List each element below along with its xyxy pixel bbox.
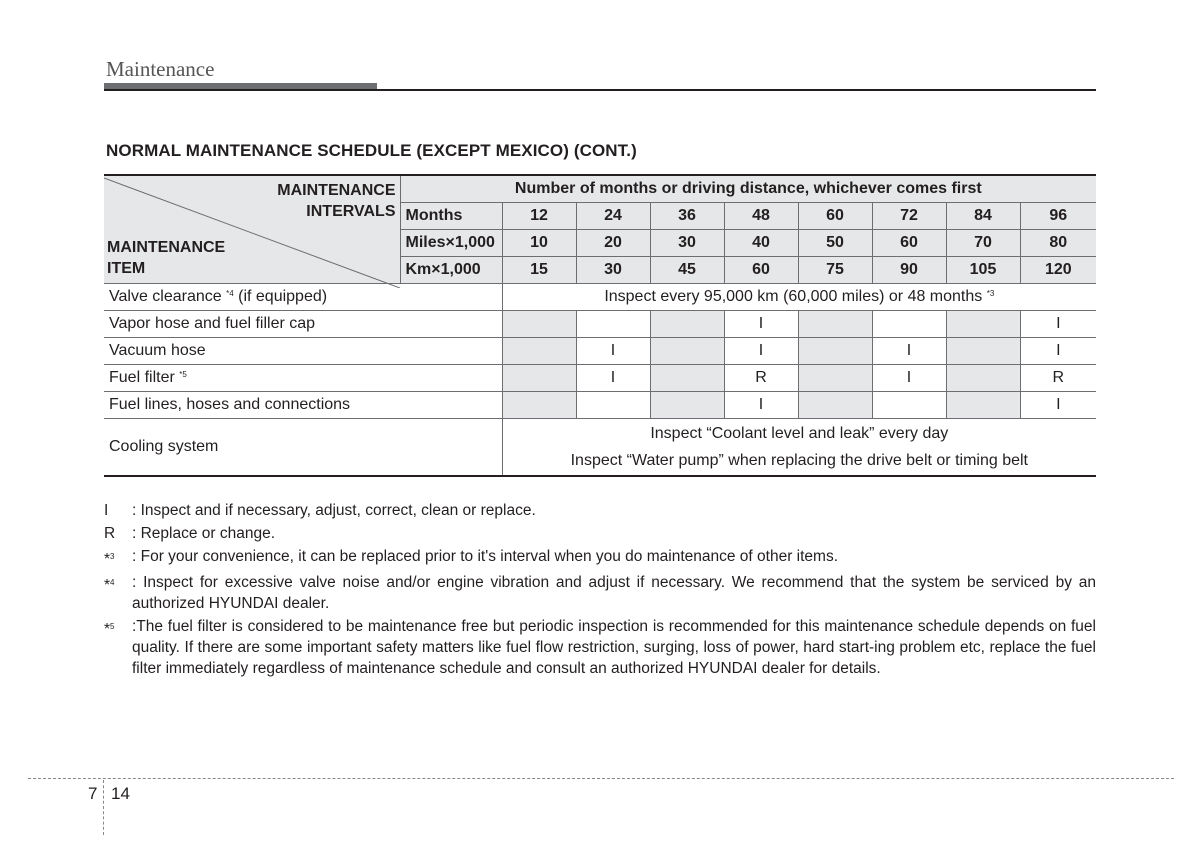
schedule-cell — [946, 392, 1020, 419]
interval-value: 50 — [798, 230, 872, 257]
item-label-text: Valve clearance — [109, 288, 227, 305]
item-label-suffix: (if equipped) — [233, 288, 328, 305]
schedule-cell — [502, 311, 576, 338]
schedule-cell — [502, 392, 576, 419]
schedule-cell — [946, 338, 1020, 365]
corner-item-line2: ITEM — [107, 260, 146, 277]
interval-row-label: Km×1,000 — [400, 257, 502, 284]
schedule-cell — [946, 311, 1020, 338]
corner-item-line1: MAINTENANCE — [107, 239, 226, 256]
footnote-key — [104, 523, 132, 544]
schedule-cell — [798, 392, 872, 419]
footer-rule — [28, 778, 1174, 779]
schedule-cell: I — [724, 311, 798, 338]
table-row — [104, 311, 1096, 338]
interval-value: 105 — [946, 257, 1020, 284]
table-row — [104, 419, 1096, 477]
schedule-cell: I — [872, 365, 946, 392]
schedule-cell: I — [872, 338, 946, 365]
footnote-item — [104, 523, 1096, 544]
schedule-cell — [576, 392, 650, 419]
schedule-cell — [798, 311, 872, 338]
footnote-key-text: R — [104, 525, 116, 542]
schedule-cell: I — [576, 365, 650, 392]
interval-value: 70 — [946, 230, 1020, 257]
footnote-item — [104, 572, 1096, 614]
footnote-key-text: * — [104, 621, 111, 638]
interval-span-header: Number of months or driving distance, whichever comes first — [400, 175, 1096, 203]
footnote-text: : For your convenience, it can be replaced prior to it's interval when you do maintenance of other items. — [132, 548, 838, 565]
item-label — [104, 365, 502, 392]
interval-row-label: Months — [400, 203, 502, 230]
maintenance-schedule-table — [104, 174, 1096, 477]
footnote-key — [104, 500, 132, 521]
schedule-cell — [650, 311, 724, 338]
valve-interval-text — [502, 284, 1096, 311]
schedule-cell: I — [1020, 392, 1096, 419]
footnote-key-sup: 5 — [110, 622, 115, 631]
cooling-line-2: Inspect “Water pump” when replacing the drive belt or timing belt — [570, 452, 1028, 469]
table-corner-header — [104, 175, 400, 284]
footnote-item — [104, 616, 1096, 679]
interval-value: 36 — [650, 203, 724, 230]
footnote-key-text: * — [104, 551, 111, 568]
notes-list — [104, 500, 1096, 681]
interval-value: 40 — [724, 230, 798, 257]
item-label — [104, 392, 502, 419]
table-row — [104, 392, 1096, 419]
schedule-cell — [650, 338, 724, 365]
interval-value: 96 — [1020, 203, 1096, 230]
schedule-cell: R — [1020, 365, 1096, 392]
schedule-cell — [650, 365, 724, 392]
cooling-line-1: Inspect “Coolant level and leak” every day — [650, 425, 949, 442]
valve-interval-text-main: Inspect every 95,000 km (60,000 miles) or 48 months — [604, 288, 987, 305]
footnote-marker: *4 — [226, 289, 234, 298]
schedule-cell: I — [1020, 338, 1096, 365]
item-label — [104, 338, 502, 365]
schedule-cell — [798, 365, 872, 392]
schedule-cell — [650, 392, 724, 419]
interval-value: 80 — [1020, 230, 1096, 257]
item-label-text: Vapor hose and fuel filler cap — [109, 315, 316, 332]
interval-value: 10 — [502, 230, 576, 257]
interval-value: 30 — [650, 230, 724, 257]
table-row — [104, 365, 1096, 392]
interval-value: 120 — [1020, 257, 1096, 284]
schedule-cell — [872, 311, 946, 338]
schedule-cell — [872, 392, 946, 419]
header-rule — [104, 89, 1096, 91]
interval-value: 12 — [502, 203, 576, 230]
footnote-marker: *5 — [179, 370, 187, 379]
interval-value: 30 — [576, 257, 650, 284]
schedule-cell: R — [724, 365, 798, 392]
footnote-key — [104, 616, 132, 679]
footnote-text: : Replace or change. — [132, 525, 276, 542]
cooling-instructions — [502, 419, 1096, 477]
schedule-cell — [946, 365, 1020, 392]
interval-value: 84 — [946, 203, 1020, 230]
interval-value: 48 — [724, 203, 798, 230]
footnote-text: : Inspect for excessive valve noise and/or engine vibration and adjust if necessary. We recommend that the system be serviced by an authorized HYUNDAI dealer. — [132, 574, 1096, 612]
footnote-item — [104, 546, 1096, 570]
footnote-text: : Inspect and if necessary, adjust, correct, clean or replace. — [132, 502, 536, 519]
footnote-text: :The fuel filter is considered to be maintenance free but periodic inspection is recommended for this maintenance schedule depends on fuel quality. If there are some important safety matters like fuel flow restriction, surging, loss of power, hard start-ing problem etc, replace the fuel filter immediately regardless of maintenance schedule and consult an authorized HYUNDAI dealer for details. — [132, 618, 1096, 677]
interval-row-label: Miles×1,000 — [400, 230, 502, 257]
schedule-cell: I — [576, 338, 650, 365]
corner-intervals-label — [277, 180, 395, 222]
item-label-text: Fuel filter — [109, 369, 180, 386]
footnote-key-sup: 3 — [110, 552, 115, 561]
interval-value: 20 — [576, 230, 650, 257]
schedule-cell: I — [1020, 311, 1096, 338]
corner-intervals-line1: MAINTENANCE — [277, 182, 396, 199]
schedule-cell — [502, 365, 576, 392]
item-label — [104, 311, 502, 338]
schedule-cell — [576, 311, 650, 338]
interval-value: 60 — [798, 203, 872, 230]
interval-value: 24 — [576, 203, 650, 230]
footnote-key-sup: 4 — [110, 578, 115, 587]
footnote-key — [104, 572, 132, 614]
item-label-text: Vacuum hose — [109, 342, 206, 359]
item-label: Cooling system — [104, 419, 502, 477]
footnote-key — [104, 546, 132, 570]
schedule-cell: I — [724, 392, 798, 419]
footnote-item — [104, 500, 1096, 521]
page-header-title: Maintenance — [106, 57, 215, 81]
interval-value: 60 — [724, 257, 798, 284]
schedule-cell — [798, 338, 872, 365]
interval-value: 15 — [502, 257, 576, 284]
footnote-key-text: I — [104, 502, 109, 519]
item-label-text: Fuel lines, hoses and connections — [109, 396, 351, 413]
chapter-number: 7 — [88, 784, 98, 803]
page-number: 14 — [111, 784, 130, 803]
interval-value: 90 — [872, 257, 946, 284]
interval-value: 75 — [798, 257, 872, 284]
corner-intervals-line2: INTERVALS — [306, 203, 396, 220]
interval-value: 60 — [872, 230, 946, 257]
corner-item-label — [107, 237, 225, 279]
interval-value: 72 — [872, 203, 946, 230]
schedule-cell — [502, 338, 576, 365]
footer-divider — [103, 780, 104, 835]
section-title: NORMAL MAINTENANCE SCHEDULE (EXCEPT MEXICO) (CONT.) — [106, 141, 637, 160]
schedule-cell: I — [724, 338, 798, 365]
interval-value: 45 — [650, 257, 724, 284]
footnote-marker: *3 — [986, 289, 995, 298]
table-row — [104, 338, 1096, 365]
footnote-key-text: * — [104, 577, 111, 594]
